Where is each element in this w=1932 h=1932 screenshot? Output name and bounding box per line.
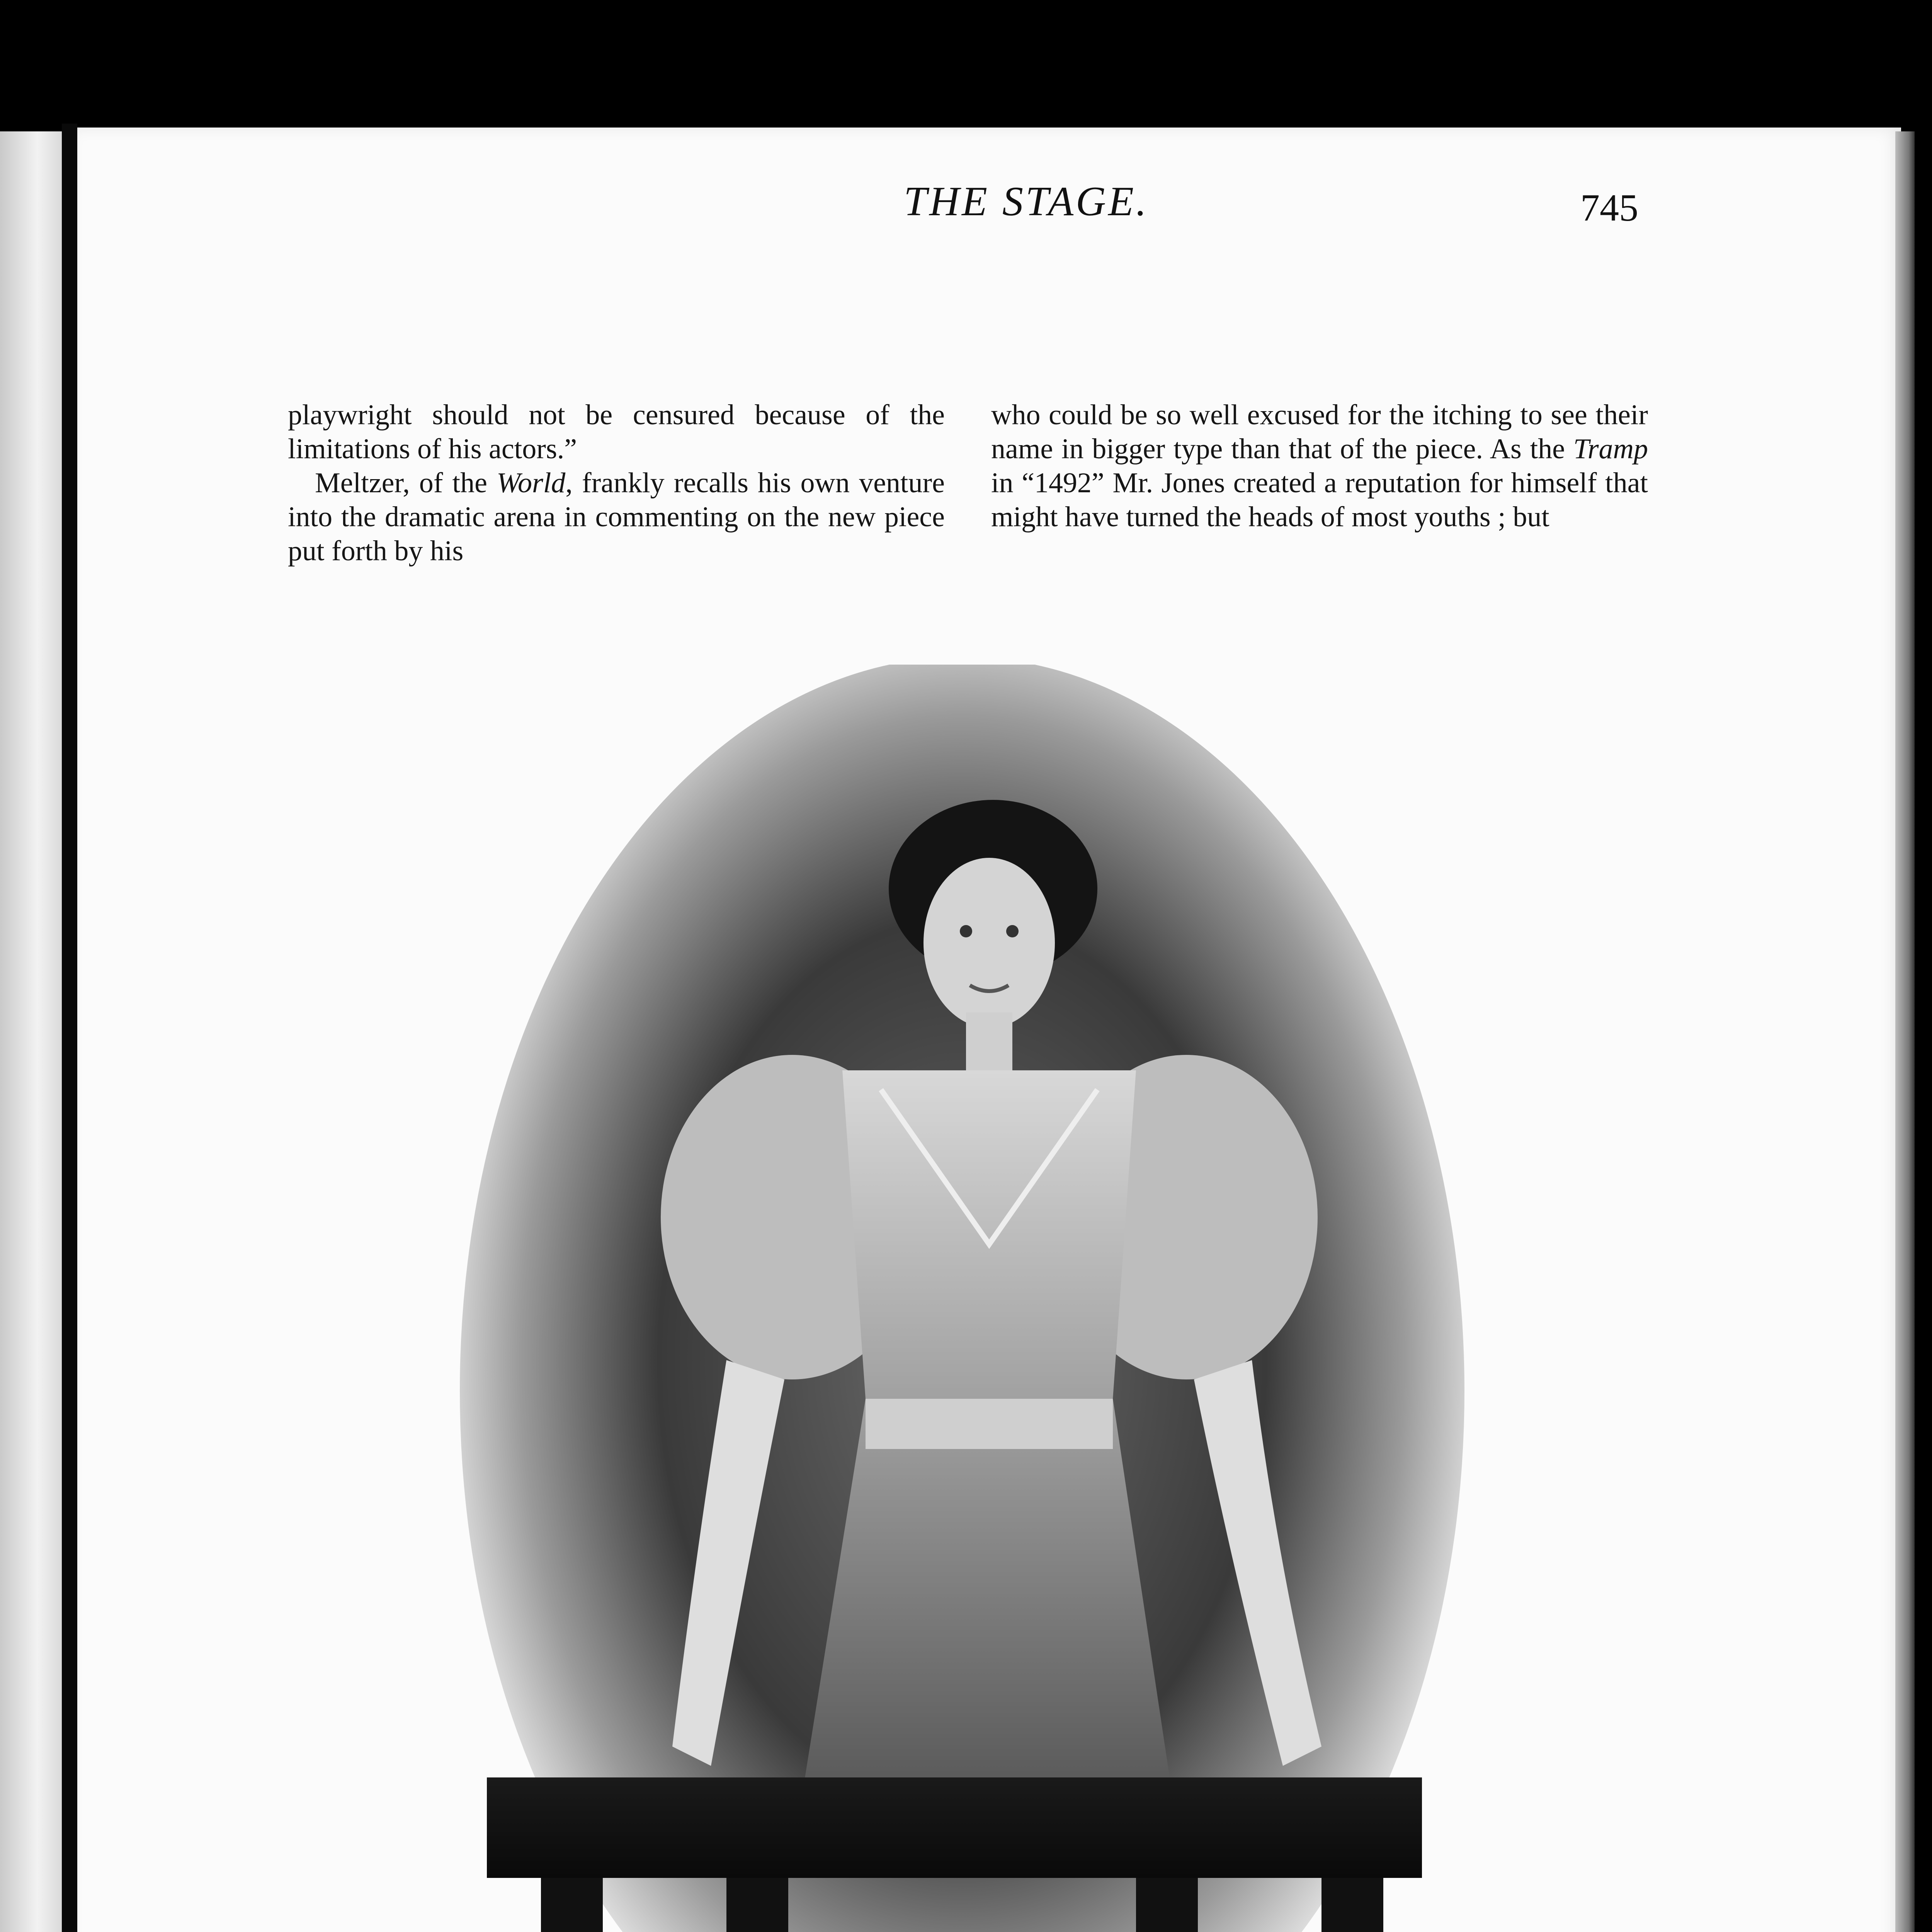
- portrait-photograph: [456, 665, 1468, 1932]
- facing-page-edge: [0, 131, 62, 1932]
- book-gutter: [62, 124, 77, 1932]
- text-run: Meltzer, of the: [315, 467, 497, 499]
- text-run: , frankly recalls his own venture into the dramatic arena in commenting on the new piece put forth by his: [288, 467, 945, 567]
- table-leg: [1321, 1878, 1383, 1932]
- italic-text: World: [497, 467, 566, 499]
- table-leg: [541, 1878, 603, 1932]
- face: [923, 858, 1055, 1028]
- table-leg: [1136, 1878, 1198, 1932]
- text-run: in “1492” Mr. Jones created a reputation for himself that might have turned the heads of most youths ; but: [991, 467, 1648, 533]
- table-leg: [726, 1878, 788, 1932]
- italic-text: Tramp: [1573, 433, 1648, 465]
- paragraph: playwright should not be censured because of the limitations of his actors.”: [288, 399, 945, 465]
- page-edge-shadow: [1895, 131, 1915, 1932]
- running-head: THE STAGE.: [903, 179, 1149, 224]
- top-left-column: [288, 398, 945, 568]
- sash: [866, 1399, 1113, 1449]
- portrait-image: [456, 665, 1468, 1932]
- paragraph: [288, 466, 945, 568]
- page-number: 745: [1580, 186, 1638, 229]
- table-top: [487, 1777, 1422, 1878]
- top-right-column: [991, 398, 1648, 534]
- text-run: who could be so well excused for the itching to see their name in bigger type than that of the piece. As the: [991, 399, 1648, 465]
- paragraph: [991, 398, 1648, 534]
